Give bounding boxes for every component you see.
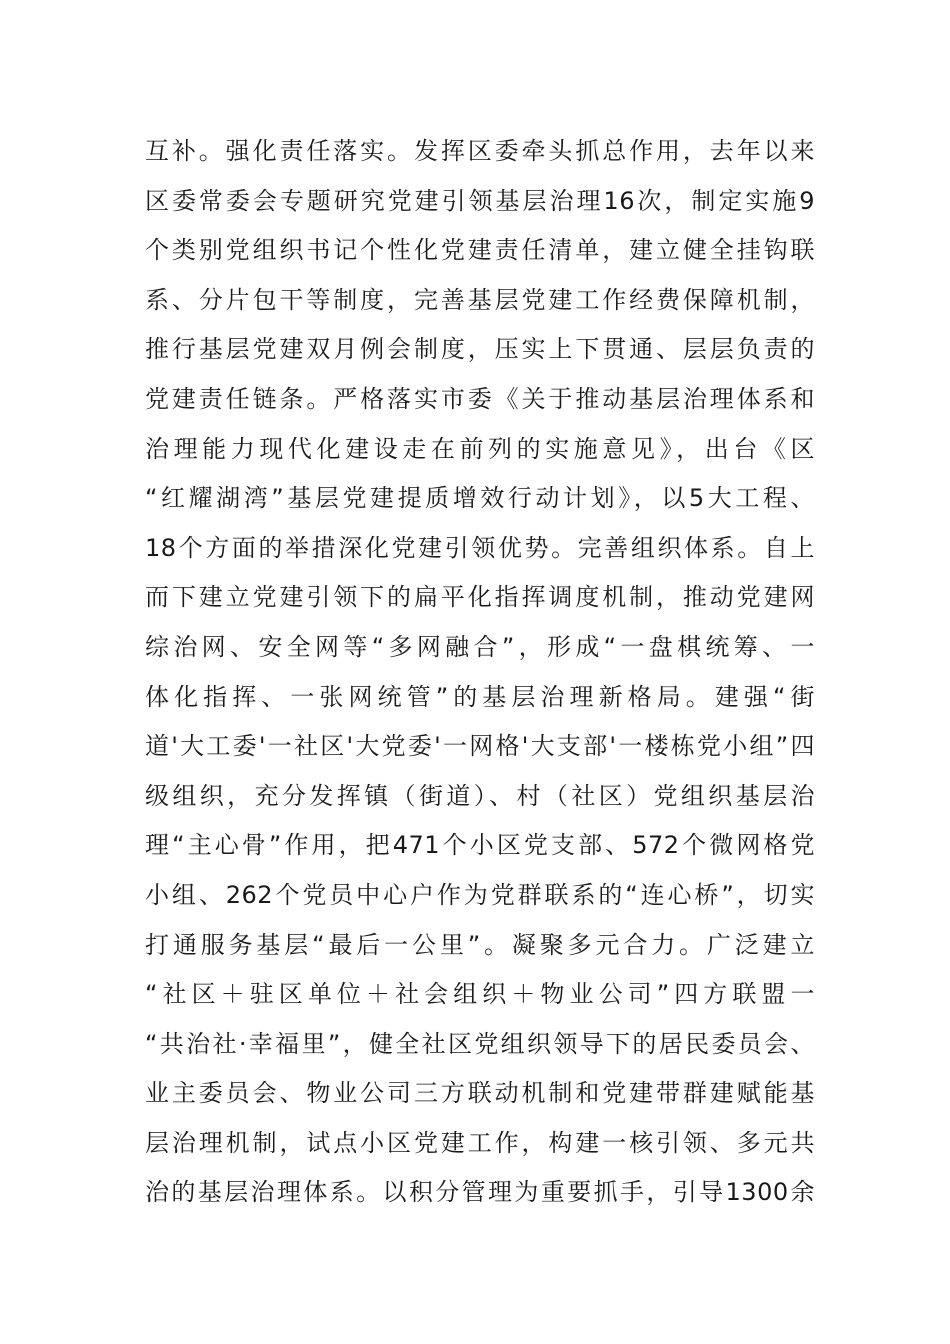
text-line: 党建责任链条。严格落实市委《关于推动基层治理体系和 [145, 384, 815, 413]
text-line: “共治社·幸福里”，健全社区党组织领导下的居民委员会、 [145, 1029, 815, 1058]
text-line: 互补。强化责任落实。发挥区委牵头抓总作用，去年以来 [145, 137, 815, 165]
text-line: 区委常委会专题研究党建引领基层治理16次，制定实施9 [145, 186, 815, 215]
text-line: 业主委员会、物业公司三方联动机制和党建带群建赋能基 [145, 1079, 815, 1108]
text-line: 层治理机制，试点小区党建工作，构建一核引领、多元共 [145, 1128, 815, 1157]
text-line: 治的基层治理体系。以积分管理为重要抓手，引导1300余 [145, 1178, 815, 1207]
text-line: 系、分片包干等制度，完善基层党建工作经费保障机制， [145, 285, 815, 314]
text-line: 体化指挥、一张网统管”的基层治理新格局。建强“街 [145, 682, 815, 711]
body-text [145, 127, 815, 1218]
text-line: 道'大工委'一社区'大党委'一网格'大支部'一楼栋党小组”四 [145, 732, 815, 761]
text-line: 推行基层党建双月例会制度，压实上下贯通、层层负责的 [145, 335, 815, 364]
text-line: 18个方面的举措深化党建引领优势。完善组织体系。自上 [145, 533, 815, 562]
text-line: 打通服务基层“最后一公里”。凝聚多元合力。广泛建立 [145, 930, 815, 959]
text-line: 个类别党组织书记个性化党建责任清单，建立健全挂钩联 [145, 236, 815, 265]
text-line: 小组、262个党员中心户作为党群联系的“连心桥”，切实 [145, 880, 815, 909]
text-line: 理“主心骨”作用，把471个小区党支部、572个微网格党 [145, 831, 815, 860]
text-line: 级组织，充分发挥镇（街道）、村（社区）党组织基层治 [145, 781, 815, 810]
text-line: “红耀湖湾”基层党建提质增效行动计划》，以5大工程、 [145, 484, 815, 513]
text-line: 而下建立党建引领下的扁平化指挥调度机制，推动党建网 [145, 583, 815, 612]
text-line: 治理能力现代化建设走在前列的实施意见》，出台《区 [145, 434, 815, 463]
text-line: 综治网、安全网等“多网融合”，形成“一盘棋统筹、一 [145, 632, 815, 661]
text-line: “社区＋驻区单位＋社会组织＋物业公司”四方联盟一 [145, 980, 815, 1009]
